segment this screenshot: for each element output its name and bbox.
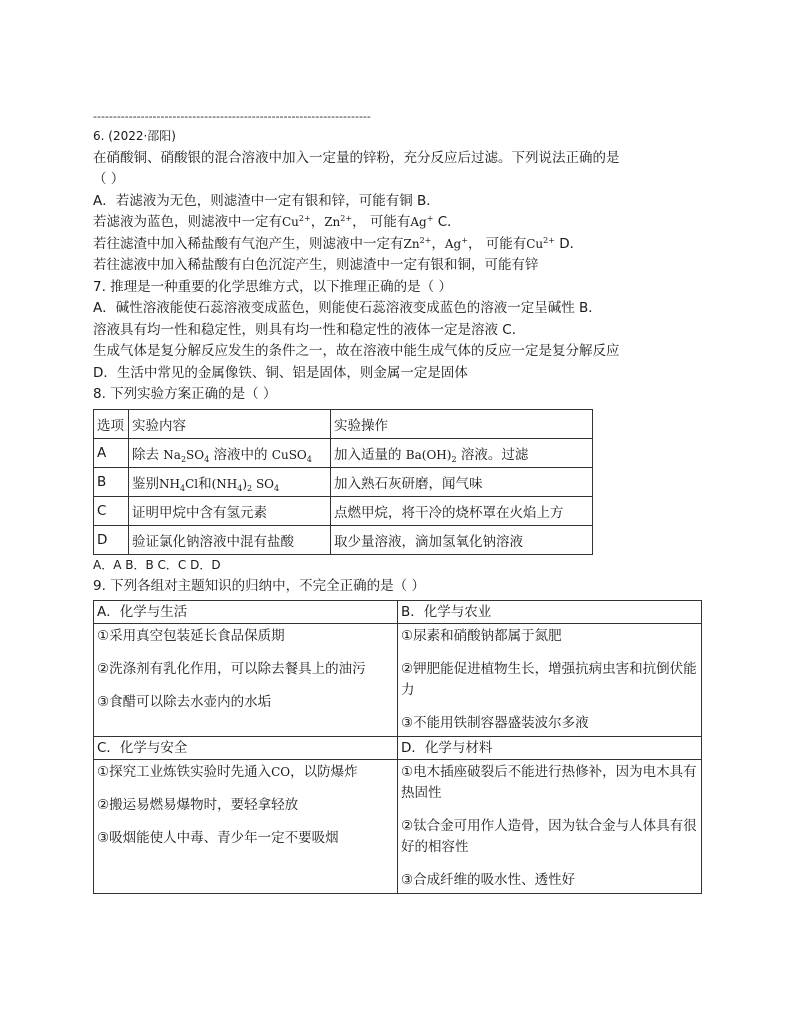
question-7 xyxy=(93,277,708,385)
table-row xyxy=(94,759,702,893)
content-cell: 除去 $Na_2SO_4$ 溶液中的 CuSO$_4$ xyxy=(129,438,331,467)
section-title: B．化学与农业 xyxy=(398,600,702,623)
q7-option-d: D．生活中常见的金属像铁、铜、铝是固体，则金属一定是固体 xyxy=(93,364,468,381)
section-content xyxy=(398,623,702,736)
q6-paren: （ ） xyxy=(93,171,125,187)
section-title: C．化学与安全 xyxy=(94,736,398,759)
q8-table xyxy=(93,409,593,555)
cu-ion: $Cu^{2+}$ xyxy=(526,235,555,251)
q7-stem: 7. 推理是一种重要的化学思维方式，以下推理正确的是（ ） xyxy=(93,278,452,295)
list-item: ②钾肥能促进植物生长，增强抗病虫害和抗倒伏能力 xyxy=(401,660,697,698)
q6-option-a: A．若滤液为无色，则滤渣中一定有银和锌，可能有铜 B． xyxy=(93,192,440,209)
q7-option-b: 溶液具有均一性和稳定性，则具有均一性和稳定性的液体一定是溶液 C． xyxy=(93,321,526,338)
operation-cell: 点燃甲烷，将干冷的烧杯罩在火焰上方 xyxy=(331,496,593,525)
table-row xyxy=(94,525,593,554)
q9-stem: 9. 下列各组对主题知识的归纳中，不完全正确的是（ ） xyxy=(93,578,425,594)
table-row xyxy=(94,496,593,525)
q6-option-b: 若滤液为蓝色，则滤液中一定有$Cu^{2+}$，$Zn^{2+}$， 可能有Ag+ C． xyxy=(93,214,461,230)
q7-option-c: 生成气体是复分解反应发生的条件之一，故在溶液中能生成气体的反应一定是复分解反应 xyxy=(93,343,620,359)
section-content xyxy=(398,759,702,893)
cu-ion: $Cu^{2+}$ xyxy=(282,214,311,229)
list-item: ①尿素和硝酸钠都属于氮肥 xyxy=(401,627,562,644)
q7-option-a: A．碱性溶液能使石蕊溶液变成蓝色，则能使石蕊溶液变成蓝色的溶液一定呈碱性 B． xyxy=(93,300,602,316)
q6-option-c: 若往滤渣中加入稀盐酸有气泡产生，则滤液中一定有$Zn^{2+}$，Ag+， 可能有$Cu^{2+}$ D． xyxy=(93,235,584,252)
list-item: ②洗涤剂有乳化作用，可以除去餐具上的油污 xyxy=(97,660,366,677)
option-cell: B xyxy=(94,467,129,496)
table-row xyxy=(94,623,702,736)
list-item: ③合成纤维的吸水性、透性好 xyxy=(401,871,576,888)
zn-ion: $Zn^{2+}$ xyxy=(403,235,432,251)
header-cell: 选项 xyxy=(94,409,129,438)
zn-ion: $Zn^{2+}$ xyxy=(324,214,353,229)
option-cell: A xyxy=(94,438,129,467)
q6-source: 6. (2022·邵阳) xyxy=(93,129,176,143)
table-header-row xyxy=(94,409,593,438)
list-item: ③吸烟能使人中毒、青少年一定不要吸烟 xyxy=(97,829,339,846)
q6-stem: 在硝酸铜、硝酸银的混合溶液中加入一定量的锌粉，充分反应后过滤。下列说法正确的是 xyxy=(93,149,620,166)
content-cell: 鉴别$NH_4Cl$和$(NH_4)_2$ $SO_4$ xyxy=(129,467,331,496)
q8-options: A．A B．B C．C D．D xyxy=(93,557,221,572)
header-cell: 实验操作 xyxy=(331,409,593,438)
option-cell: D xyxy=(94,525,129,554)
content-cell: 验证氯化钠溶液中混有盐酸 xyxy=(129,525,331,554)
list-item: ①采用真空包装延长食品保质期 xyxy=(97,627,285,644)
separator-dashes: ---------------------------------------------------------------------- xyxy=(93,110,371,123)
ag-ion: Ag+ xyxy=(444,235,468,251)
section-content xyxy=(94,623,398,736)
ag-ion: Ag+ xyxy=(410,214,434,229)
document-page xyxy=(93,110,708,894)
list-item: ③不能用铁制容器盛装波尔多液 xyxy=(401,714,589,731)
list-item: ①电木插座破裂后不能进行热修补，因为电木具有热固性 xyxy=(401,763,697,801)
list-item: ③食醋可以除去水壶内的水垢 xyxy=(97,693,272,710)
list-item: ②搬运易燃易爆物时，要轻拿轻放 xyxy=(97,796,299,813)
section-content xyxy=(94,759,398,893)
table-row xyxy=(94,438,593,467)
operation-cell: 加入熟石灰研磨，闻气味 xyxy=(331,467,593,496)
table-row xyxy=(94,467,593,496)
operation-cell: 加入适量的 $Ba(OH)_2$ 溶液。过滤 xyxy=(331,438,593,467)
question-6 xyxy=(93,126,708,277)
q9-table xyxy=(93,600,702,894)
section-title: A．化学与生活 xyxy=(94,600,398,623)
option-cell: C xyxy=(94,496,129,525)
question-9 xyxy=(93,576,708,894)
table-header-row xyxy=(94,600,702,623)
content-cell: 证明甲烷中含有氢元素 xyxy=(129,496,331,525)
q6-option-d: 若往滤液中加入稀盐酸有白色沉淀产生，则滤渣中一定有银和铜，可能有锌 xyxy=(93,257,539,273)
header-cell: 实验内容 xyxy=(129,409,331,438)
list-item: ①探究工业炼铁实验时先通入CO，以防爆炸 xyxy=(97,763,358,780)
list-item: ②钛合金可用作人造骨，因为钛合金与人体具有很好的相容性 xyxy=(401,817,697,855)
section-title: D．化学与材料 xyxy=(398,736,702,759)
question-8 xyxy=(93,384,708,576)
q8-stem: 8. 下列实验方案正确的是（ ） xyxy=(93,386,277,402)
table-header-row xyxy=(94,736,702,759)
operation-cell: 取少量溶液，滴加氢氧化钠溶液 xyxy=(331,525,593,554)
